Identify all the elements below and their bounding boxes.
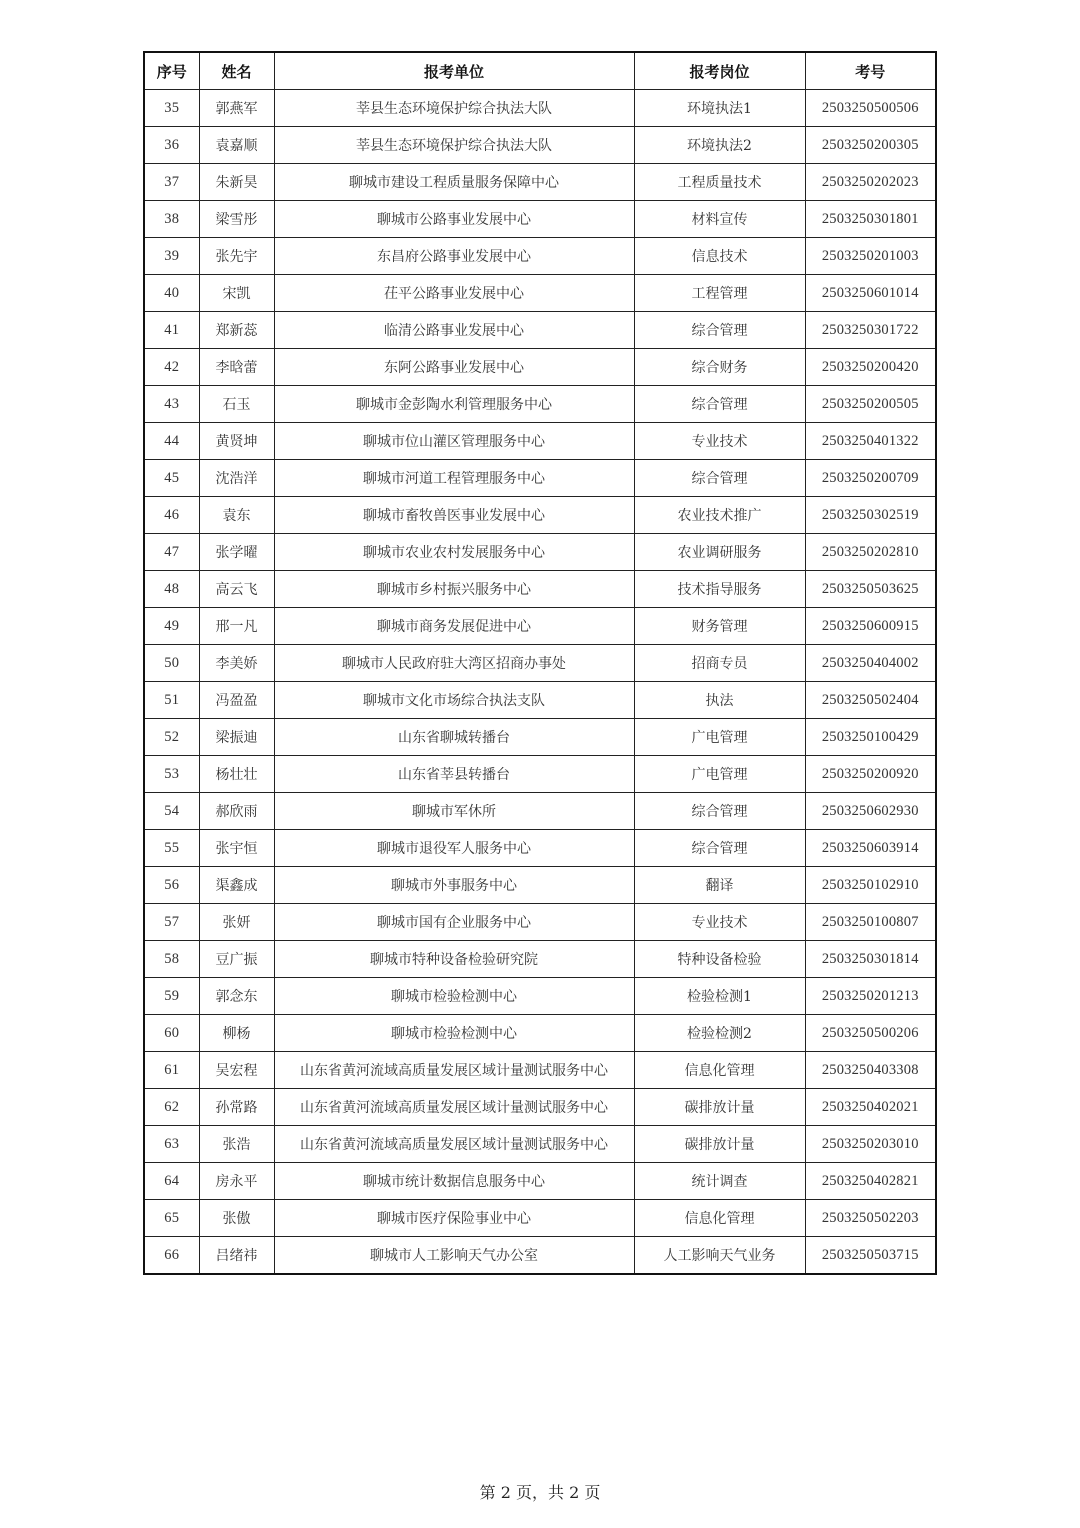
cell-name: 孙常路 [199,1089,274,1126]
cell-post: 翻译 [634,867,805,904]
table-row [144,645,936,682]
cell-exam-no: 2503250402021 [805,1089,936,1126]
cell-post: 综合管理 [634,386,805,423]
table-row [144,1052,936,1089]
cell-seq: 56 [144,867,199,904]
table-row [144,756,936,793]
table-row [144,497,936,534]
cell-post: 技术指导服务 [634,571,805,608]
cell-unit: 聊城市外事服务中心 [274,867,634,904]
cell-name: 房永平 [199,1163,274,1200]
cell-exam-no: 2503250100807 [805,904,936,941]
table-row [144,1089,936,1126]
cell-unit: 聊城市商务发展促进中心 [274,608,634,645]
table-row [144,90,936,127]
cell-unit: 山东省莘县转播台 [274,756,634,793]
cell-seq: 53 [144,756,199,793]
cell-unit: 聊城市乡村振兴服务中心 [274,571,634,608]
cell-name: 吕绪祎 [199,1237,274,1275]
cell-name: 张傲 [199,1200,274,1237]
cell-name: 张妍 [199,904,274,941]
cell-unit: 莘县生态环境保护综合执法大队 [274,127,634,164]
cell-unit: 聊城市退役军人服务中心 [274,830,634,867]
cell-exam-no: 2503250302519 [805,497,936,534]
cell-post: 综合财务 [634,349,805,386]
table-row [144,460,936,497]
cell-seq: 63 [144,1126,199,1163]
cell-seq: 48 [144,571,199,608]
header-unit: 报考单位 [274,52,634,90]
cell-exam-no: 2503250202023 [805,164,936,201]
cell-unit: 临清公路事业发展中心 [274,312,634,349]
cell-exam-no: 2503250503715 [805,1237,936,1275]
table-row [144,1126,936,1163]
cell-post: 综合管理 [634,830,805,867]
table-row [144,1015,936,1052]
cell-seq: 62 [144,1089,199,1126]
cell-unit: 聊城市金彭陶水利管理服务中心 [274,386,634,423]
cell-unit: 聊城市人工影响天气办公室 [274,1237,634,1275]
table-row [144,867,936,904]
cell-post: 工程管理 [634,275,805,312]
cell-name: 梁振迪 [199,719,274,756]
table-row [144,386,936,423]
table-row [144,608,936,645]
cell-name: 柳杨 [199,1015,274,1052]
cell-unit: 聊城市河道工程管理服务中心 [274,460,634,497]
table-row [144,1237,936,1275]
cell-post: 环境执法1 [634,90,805,127]
cell-seq: 36 [144,127,199,164]
cell-exam-no: 2503250203010 [805,1126,936,1163]
cell-post: 广电管理 [634,756,805,793]
cell-post: 碳排放计量 [634,1126,805,1163]
cell-unit: 聊城市统计数据信息服务中心 [274,1163,634,1200]
cell-name: 吴宏程 [199,1052,274,1089]
cell-exam-no: 2503250603914 [805,830,936,867]
cell-seq: 49 [144,608,199,645]
cell-exam-no: 2503250200920 [805,756,936,793]
cell-name: 邢一凡 [199,608,274,645]
cell-exam-no: 2503250600915 [805,608,936,645]
cell-post: 广电管理 [634,719,805,756]
cell-unit: 东阿公路事业发展中心 [274,349,634,386]
cell-post: 综合管理 [634,460,805,497]
cell-unit: 聊城市国有企业服务中心 [274,904,634,941]
cell-seq: 41 [144,312,199,349]
cell-post: 环境执法2 [634,127,805,164]
cell-seq: 60 [144,1015,199,1052]
table-row [144,349,936,386]
cell-unit: 莘县生态环境保护综合执法大队 [274,90,634,127]
cell-exam-no: 2503250201003 [805,238,936,275]
table-body [144,90,936,1275]
cell-post: 特种设备检验 [634,941,805,978]
cell-seq: 42 [144,349,199,386]
cell-post: 碳排放计量 [634,1089,805,1126]
cell-unit: 山东省聊城转播台 [274,719,634,756]
cell-exam-no: 2503250200505 [805,386,936,423]
table-row [144,793,936,830]
table-row [144,164,936,201]
cell-seq: 65 [144,1200,199,1237]
cell-unit: 山东省黄河流域高质量发展区域计量测试服务中心 [274,1089,634,1126]
cell-name: 李晗蕾 [199,349,274,386]
cell-name: 梁雪彤 [199,201,274,238]
cell-seq: 59 [144,978,199,1015]
cell-exam-no: 2503250503625 [805,571,936,608]
cell-exam-no: 2503250301722 [805,312,936,349]
table-row [144,312,936,349]
cell-unit: 山东省黄河流域高质量发展区域计量测试服务中心 [274,1126,634,1163]
table-row [144,201,936,238]
cell-post: 统计调查 [634,1163,805,1200]
cell-seq: 37 [144,164,199,201]
cell-unit: 东昌府公路事业发展中心 [274,238,634,275]
cell-post: 综合管理 [634,312,805,349]
cell-post: 招商专员 [634,645,805,682]
table-header [144,52,936,90]
cell-post: 材料宣传 [634,201,805,238]
cell-exam-no: 2503250500206 [805,1015,936,1052]
cell-seq: 55 [144,830,199,867]
cell-name: 石玉 [199,386,274,423]
cell-exam-no: 2503250500506 [805,90,936,127]
cell-post: 信息技术 [634,238,805,275]
cell-exam-no: 2503250202810 [805,534,936,571]
cell-seq: 39 [144,238,199,275]
cell-post: 工程质量技术 [634,164,805,201]
table-row [144,1200,936,1237]
cell-seq: 61 [144,1052,199,1089]
cell-seq: 66 [144,1237,199,1275]
cell-seq: 47 [144,534,199,571]
cell-name: 张宇恒 [199,830,274,867]
cell-exam-no: 2503250201213 [805,978,936,1015]
table-row [144,682,936,719]
cell-post: 专业技术 [634,904,805,941]
cell-unit: 聊城市建设工程质量服务保障中心 [274,164,634,201]
cell-unit: 聊城市检验检测中心 [274,1015,634,1052]
cell-post: 检验检测1 [634,978,805,1015]
cell-seq: 43 [144,386,199,423]
cell-seq: 40 [144,275,199,312]
cell-name: 郝欣雨 [199,793,274,830]
cell-name: 郭燕军 [199,90,274,127]
cell-seq: 57 [144,904,199,941]
cell-seq: 35 [144,90,199,127]
cell-seq: 44 [144,423,199,460]
table-row [144,1163,936,1200]
table-row [144,978,936,1015]
cell-name: 张先宇 [199,238,274,275]
cell-seq: 64 [144,1163,199,1200]
cell-seq: 38 [144,201,199,238]
header-seq: 序号 [144,52,199,90]
cell-post: 农业调研服务 [634,534,805,571]
cell-seq: 46 [144,497,199,534]
table-row [144,904,936,941]
header-row [144,52,936,90]
cell-name: 沈浩洋 [199,460,274,497]
cell-name: 豆广振 [199,941,274,978]
cell-exam-no: 2503250102910 [805,867,936,904]
cell-name: 高云飞 [199,571,274,608]
cell-post: 人工影响天气业务 [634,1237,805,1275]
cell-exam-no: 2503250401322 [805,423,936,460]
cell-unit: 聊城市位山灌区管理服务中心 [274,423,634,460]
cell-post: 综合管理 [634,793,805,830]
cell-unit: 聊城市农业农村发展服务中心 [274,534,634,571]
cell-seq: 52 [144,719,199,756]
cell-post: 执法 [634,682,805,719]
cell-post: 信息化管理 [634,1052,805,1089]
cell-exam-no: 2503250403308 [805,1052,936,1089]
cell-exam-no: 2503250301814 [805,941,936,978]
cell-exam-no: 2503250301801 [805,201,936,238]
cell-post: 检验检测2 [634,1015,805,1052]
cell-seq: 54 [144,793,199,830]
table-row [144,571,936,608]
cell-name: 张学曜 [199,534,274,571]
cell-name: 冯盈盈 [199,682,274,719]
header-exam-no: 考号 [805,52,936,90]
cell-unit: 聊城市公路事业发展中心 [274,201,634,238]
table-row [144,275,936,312]
cell-exam-no: 2503250602930 [805,793,936,830]
table-row [144,127,936,164]
cell-name: 郭念东 [199,978,274,1015]
table-row [144,238,936,275]
cell-name: 朱新昊 [199,164,274,201]
cell-unit: 聊城市检验检测中心 [274,978,634,1015]
cell-exam-no: 2503250200305 [805,127,936,164]
cell-name: 渠鑫成 [199,867,274,904]
cell-name: 袁嘉顺 [199,127,274,164]
cell-name: 袁东 [199,497,274,534]
cell-post: 农业技术推广 [634,497,805,534]
cell-unit: 茌平公路事业发展中心 [274,275,634,312]
cell-post: 专业技术 [634,423,805,460]
cell-seq: 51 [144,682,199,719]
cell-exam-no: 2503250404002 [805,645,936,682]
cell-exam-no: 2503250200709 [805,460,936,497]
cell-name: 宋凯 [199,275,274,312]
cell-exam-no: 2503250601014 [805,275,936,312]
cell-exam-no: 2503250502203 [805,1200,936,1237]
header-post: 报考岗位 [634,52,805,90]
cell-unit: 聊城市文化市场综合执法支队 [274,682,634,719]
table-row [144,830,936,867]
cell-unit: 聊城市畜牧兽医事业发展中心 [274,497,634,534]
table-row [144,423,936,460]
cell-unit: 山东省黄河流域高质量发展区域计量测试服务中心 [274,1052,634,1089]
table-row [144,941,936,978]
cell-name: 李美娇 [199,645,274,682]
cell-name: 张浩 [199,1126,274,1163]
cell-post: 财务管理 [634,608,805,645]
cell-exam-no: 2503250402821 [805,1163,936,1200]
table-row [144,719,936,756]
cell-unit: 聊城市人民政府驻大湾区招商办事处 [274,645,634,682]
cell-name: 杨壮壮 [199,756,274,793]
page-number-footer: 第 2 页，共 2 页 [479,1483,601,1502]
cell-seq: 58 [144,941,199,978]
cell-seq: 45 [144,460,199,497]
cell-name: 郑新蕊 [199,312,274,349]
cell-exam-no: 2503250200420 [805,349,936,386]
cell-name: 黄贤坤 [199,423,274,460]
candidate-table [143,51,937,1275]
cell-seq: 50 [144,645,199,682]
cell-unit: 聊城市军休所 [274,793,634,830]
cell-unit: 聊城市医疗保险事业中心 [274,1200,634,1237]
header-name: 姓名 [199,52,274,90]
table-row [144,534,936,571]
cell-post: 信息化管理 [634,1200,805,1237]
cell-exam-no: 2503250100429 [805,719,936,756]
cell-unit: 聊城市特种设备检验研究院 [274,941,634,978]
cell-exam-no: 2503250502404 [805,682,936,719]
